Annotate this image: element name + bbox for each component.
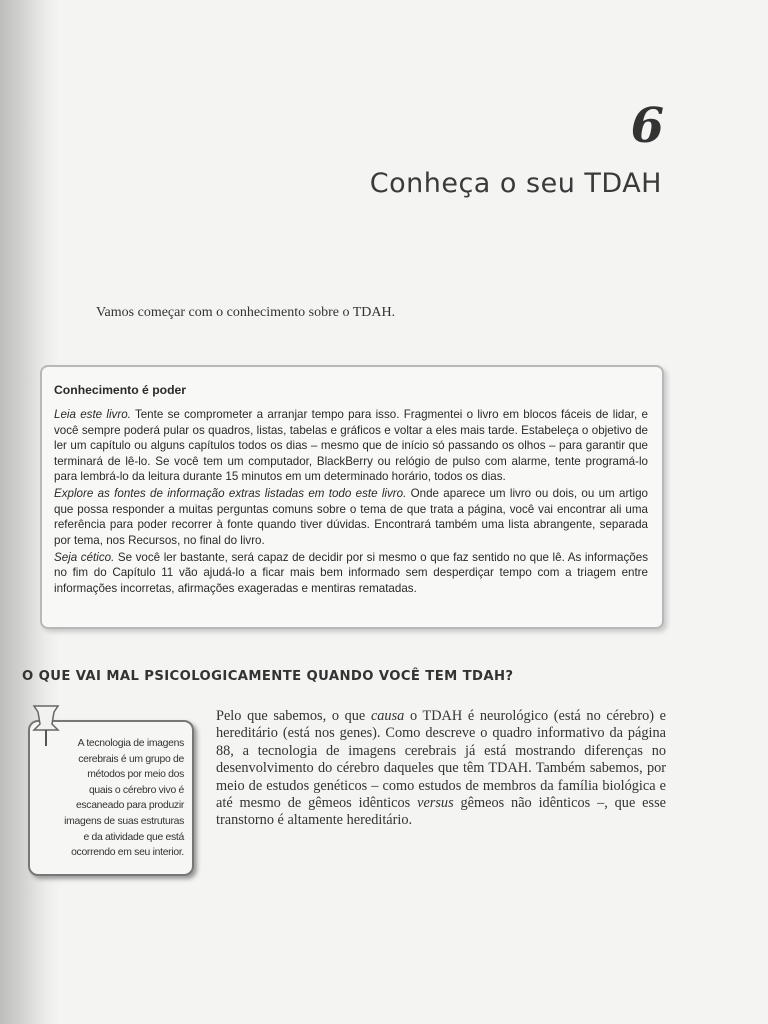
knowledge-box-title: Conhecimento é poder	[54, 383, 187, 397]
pushpin-icon	[30, 702, 62, 748]
body-text-part: Pelo que sabemos, o que	[216, 708, 371, 724]
paragraph-lead: Leia este livro.	[54, 408, 131, 422]
body-emphasis: causa	[370, 708, 405, 724]
sidebar-line: escaneado para produzir	[75, 800, 184, 812]
body-emphasis: versus	[417, 795, 454, 812]
sidebar-line: ocorrendo em seu interior.	[71, 847, 184, 859]
knowledge-box-paragraph-1	[54, 407, 648, 484]
knowledge-box-paragraph-3	[54, 550, 648, 596]
sidebar-line: e da atividade que está	[83, 831, 184, 843]
sidebar-line: A tecnologia de imagens	[77, 738, 184, 749]
sidebar-line: quais o cérebro vivo é	[88, 784, 184, 796]
knowledge-box	[40, 365, 664, 629]
paragraph-lead: Seja cético.	[54, 551, 115, 565]
sidebar-line: métodos por meio dos	[87, 769, 184, 781]
paragraph-text: Onde aparece um livro ou dois, ou um artigo que possa responder a muitas perguntas comuns sobre o tema de que trata a página, você vai encontrar ali uma referência para poder recorrer à fonte quando tiver dúvidas. Encontrará também uma lista abrangente, separada por tema, nos Recursos, no final do livro.	[54, 487, 649, 547]
paragraph-lead: Explore as fontes de informação extras listadas em todo este livro.	[54, 487, 407, 501]
intro-paragraph: Vamos começar com o conhecimento sobre o TDAH.	[96, 305, 396, 320]
chapter-number: 6	[630, 98, 664, 154]
sidebar-line: imagens de suas estruturas	[64, 815, 184, 827]
knowledge-box-paragraph-2	[54, 486, 648, 548]
body-paragraph	[216, 708, 666, 830]
section-heading: O QUE VAI MAL PSICOLOGICAMENTE QUANDO VOCÊ TEM TDAH?	[22, 669, 514, 684]
paragraph-text: Se você ler bastante, será capaz de decidir por si mesmo o que faz sentido no que lê. As informações no fim do Capítulo 11 vão ajudá-lo a ficar mais bem informado sem desperdiçar tempo com a triagem entre informações incorretas, afirmações exageradas e mentiras rematadas.	[54, 551, 648, 595]
sidebar-line: cerebrais é um grupo de	[78, 753, 184, 765]
chapter-title: Conheça o seu TDAH	[369, 168, 662, 199]
body-text-part: o TDAH é neurológico (está no cérebro) e hereditário (está nos genes). Como descreve o quadro informativo da página 88, a tecnologia de imagens cerebrais já está mostrando diferenças no desenvolvimento do cérebro daqueles que têm TDAH. Também sabemos, por meio de estudos genéticos – como estudos de membros da família biológica e até mesmo de gêmeos idênticos	[216, 708, 666, 812]
body-text-part: gêmeos não idênticos –, que esse transtorno é altamente hereditário.	[216, 795, 666, 829]
paragraph-text: Tente se comprometer a arranjar tempo para isso. Fragmentei o livro em blocos fáceis de lidar, e você sempre poderá pular os quadros, listas, tabelas e gráficos e voltar a eles mais tarde. Estabeleça o objetivo de ler um capítulo ou alguns capítulos todos os dias – mesmo que de início só passando os olhos – para garantir que terminará de lê-lo. Se você tem um computador, BlackBerry ou relógio de pulso com alarme, tente programá-lo para lembrá-lo da leitura durante 15 minutos em um determinado horário, todos os dias.	[54, 408, 648, 484]
